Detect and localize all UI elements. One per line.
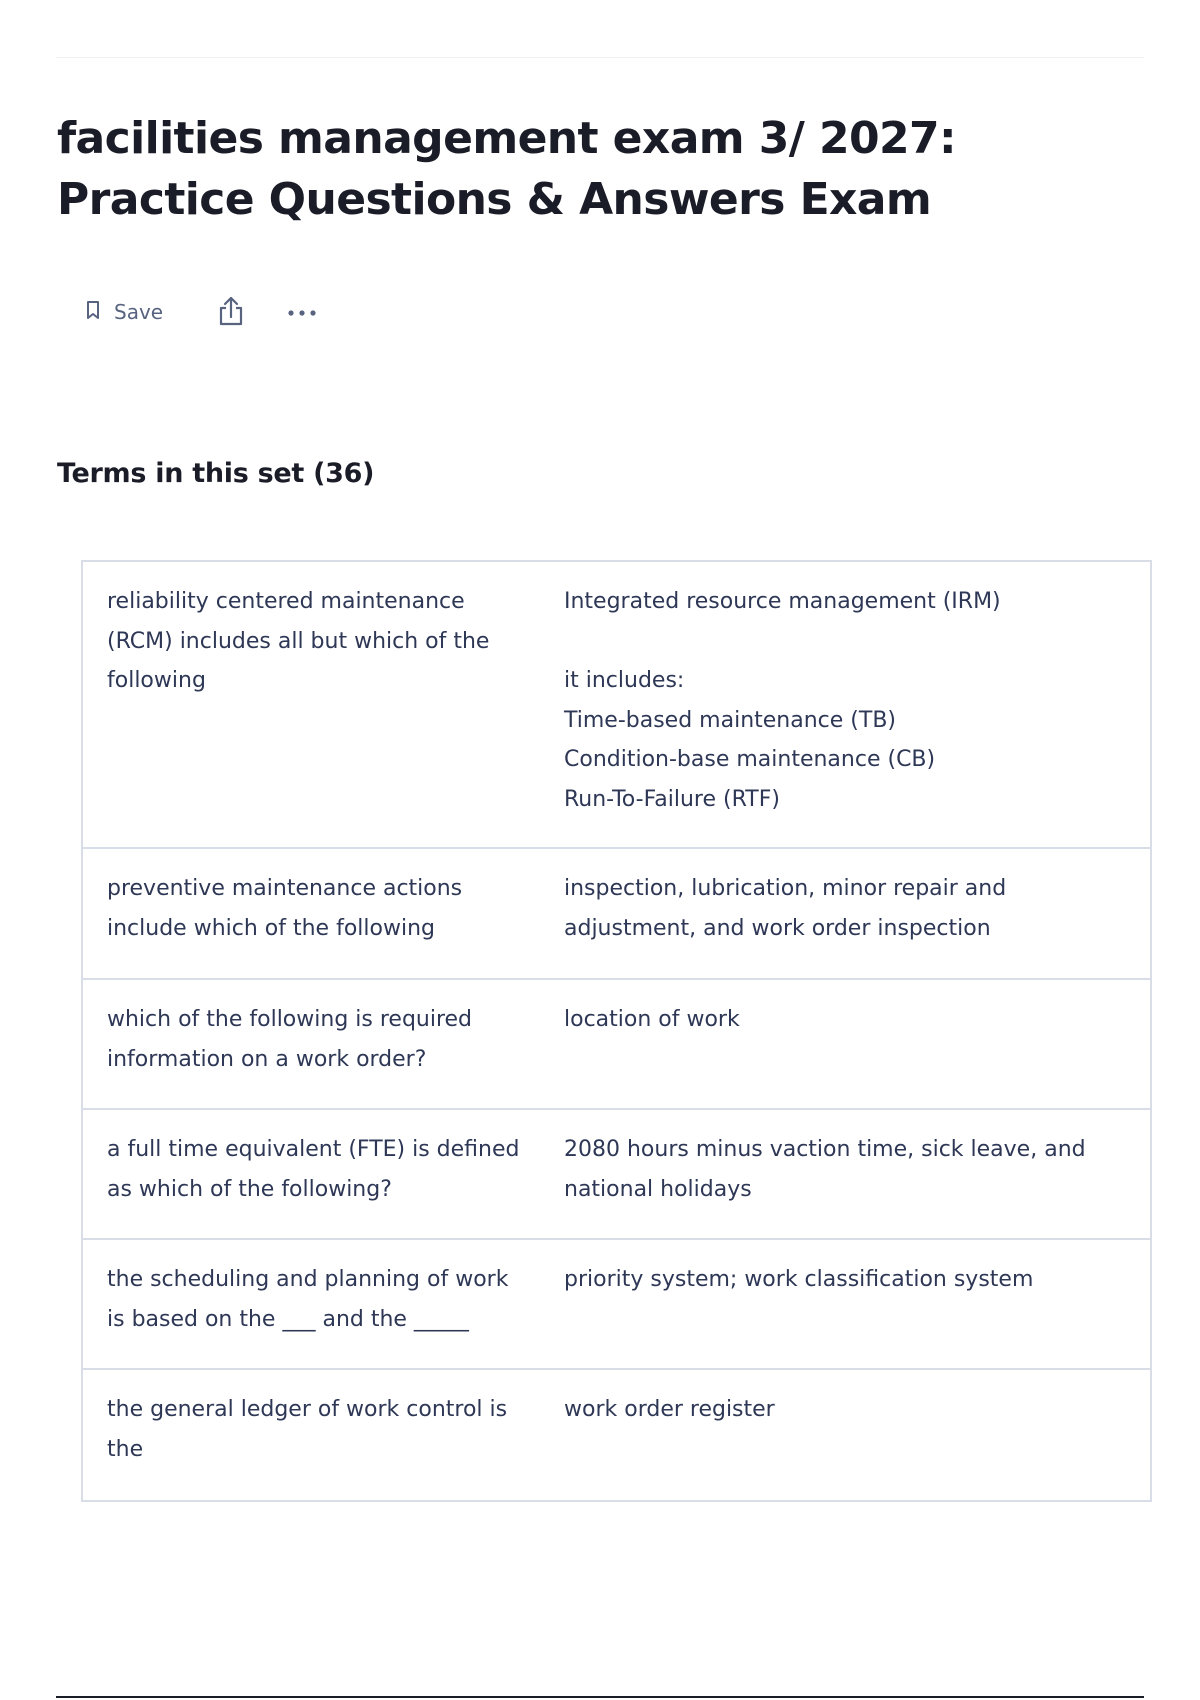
table-row <box>83 980 1150 1110</box>
term-answer: inspection, lubrication, minor repair and adjustment, and work order inspection <box>564 876 1007 941</box>
term-question: which of the following is required information on a work order? <box>107 1007 473 1072</box>
table-row <box>83 1110 1150 1240</box>
term-question: a full time equivalent (FTE) is defined as which of the following? <box>107 1137 520 1202</box>
terms-table <box>81 560 1152 1502</box>
save-button[interactable] <box>86 300 163 325</box>
table-row <box>83 849 1150 980</box>
table-row <box>83 1240 1150 1370</box>
term-answer: 2080 hours minus vaction time, sick leave, and national holidays <box>564 1137 1086 1202</box>
term-question: reliability centered maintenance (RCM) includes all but which of the following <box>107 589 490 693</box>
bookmark-icon <box>86 300 100 325</box>
term-answer: priority system; work classification system <box>564 1267 1034 1292</box>
term-question: preventive maintenance actions include which of the following <box>107 876 463 941</box>
term-question: the scheduling and planning of work is based on the ___ and the _____ <box>107 1267 509 1332</box>
term-answer: work order register <box>564 1397 775 1422</box>
terms-heading: Terms in this set (36) <box>57 458 375 489</box>
more-options-button[interactable] <box>287 305 317 320</box>
table-row <box>83 1370 1150 1500</box>
share-icon <box>217 296 245 329</box>
term-answer: location of work <box>564 1007 740 1032</box>
table-row <box>83 562 1150 849</box>
page-title: facilities management exam 3/ 2027: Practice Questions & Answers Exam <box>57 113 957 225</box>
more-horizontal-icon <box>287 305 317 320</box>
term-answer: Integrated resource management (IRM) it includes: Time-based maintenance (TB) Condition-base maintenance (CB) Run-To-Failure (RTF) <box>564 589 1001 812</box>
bottom-divider <box>56 1696 1144 1698</box>
save-label: Save <box>114 300 164 324</box>
share-button[interactable] <box>217 296 245 329</box>
action-bar <box>86 294 317 330</box>
top-divider <box>56 57 1144 58</box>
term-question: the general ledger of work control is the <box>107 1397 508 1462</box>
